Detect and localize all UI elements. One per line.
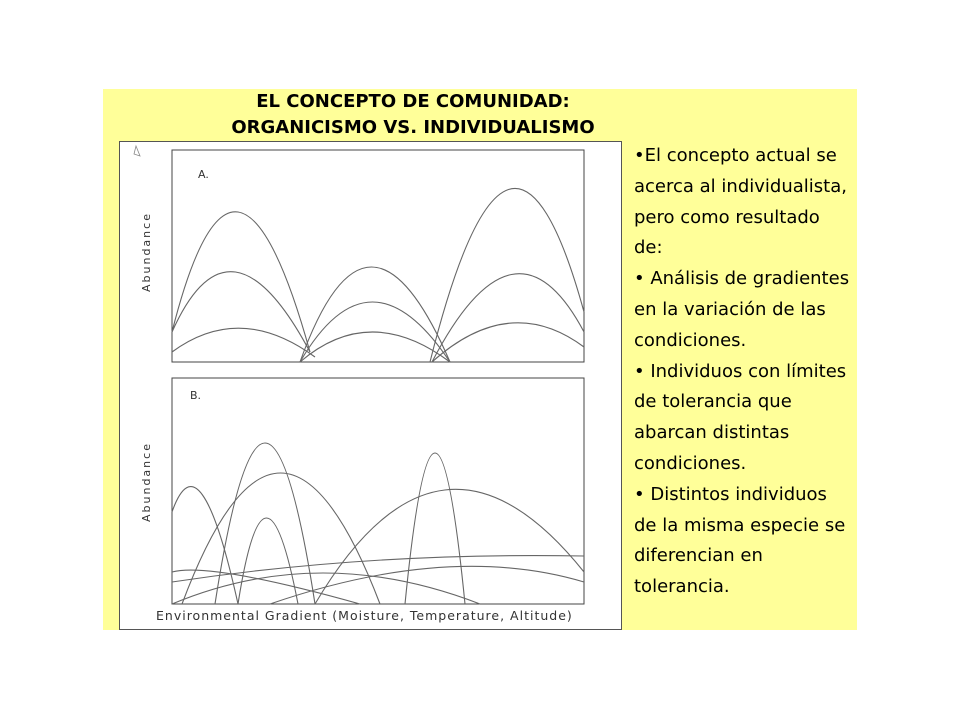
curve-b10 xyxy=(270,566,584,604)
bullet-item-4: • Distintos individuos de la misma especie se diferencian en tolerancia. xyxy=(634,483,846,598)
slide-title xyxy=(103,89,723,141)
curve-b9 xyxy=(172,570,360,604)
bullet-item-3: • Individuos con límites de tolerancia que abarcan distintas condiciones. xyxy=(634,360,847,474)
curve-b6 xyxy=(315,489,584,604)
gradient-diagram-svg xyxy=(120,142,623,631)
panel-a-curves xyxy=(172,188,584,362)
curve-b1 xyxy=(172,487,238,604)
corner-mark xyxy=(134,146,140,156)
curve-b4 xyxy=(238,518,298,604)
bullet-item-1: •El concepto actual se acerca al individualista, pero como resultado de: xyxy=(634,145,847,259)
panel-a-y-axis-label: Abundance xyxy=(140,212,153,292)
curve-a1-large xyxy=(172,212,310,352)
curve-a3-small xyxy=(432,323,584,362)
curve-a3-mid xyxy=(432,274,584,362)
panel-b-frame xyxy=(172,378,584,604)
curve-a2-small xyxy=(300,332,450,362)
panel-b-curves xyxy=(172,443,584,604)
panel-b-label: B. xyxy=(190,389,202,402)
gradient-figure xyxy=(119,141,622,630)
curve-b5 xyxy=(405,453,465,604)
panel-a-frame xyxy=(172,150,584,362)
title-line-1: EL CONCEPTO DE COMUNIDAD: xyxy=(256,91,570,112)
curve-a1-mid xyxy=(172,272,310,352)
bullet-item-2: • Análisis de gradientes en la variación de las condiciones. xyxy=(634,268,850,351)
panel-b-y-axis-label: Abundance xyxy=(140,442,153,522)
title-line-2: ORGANICISMO VS. INDIVIDUALISMO xyxy=(231,117,595,138)
curve-b7 xyxy=(172,573,480,604)
bullet-list xyxy=(634,141,854,603)
panel-a-label: A. xyxy=(198,168,209,181)
curve-a1-small xyxy=(172,328,315,357)
x-axis-label: Environmental Gradient (Moisture, Temperature, Altitude) xyxy=(156,608,573,623)
